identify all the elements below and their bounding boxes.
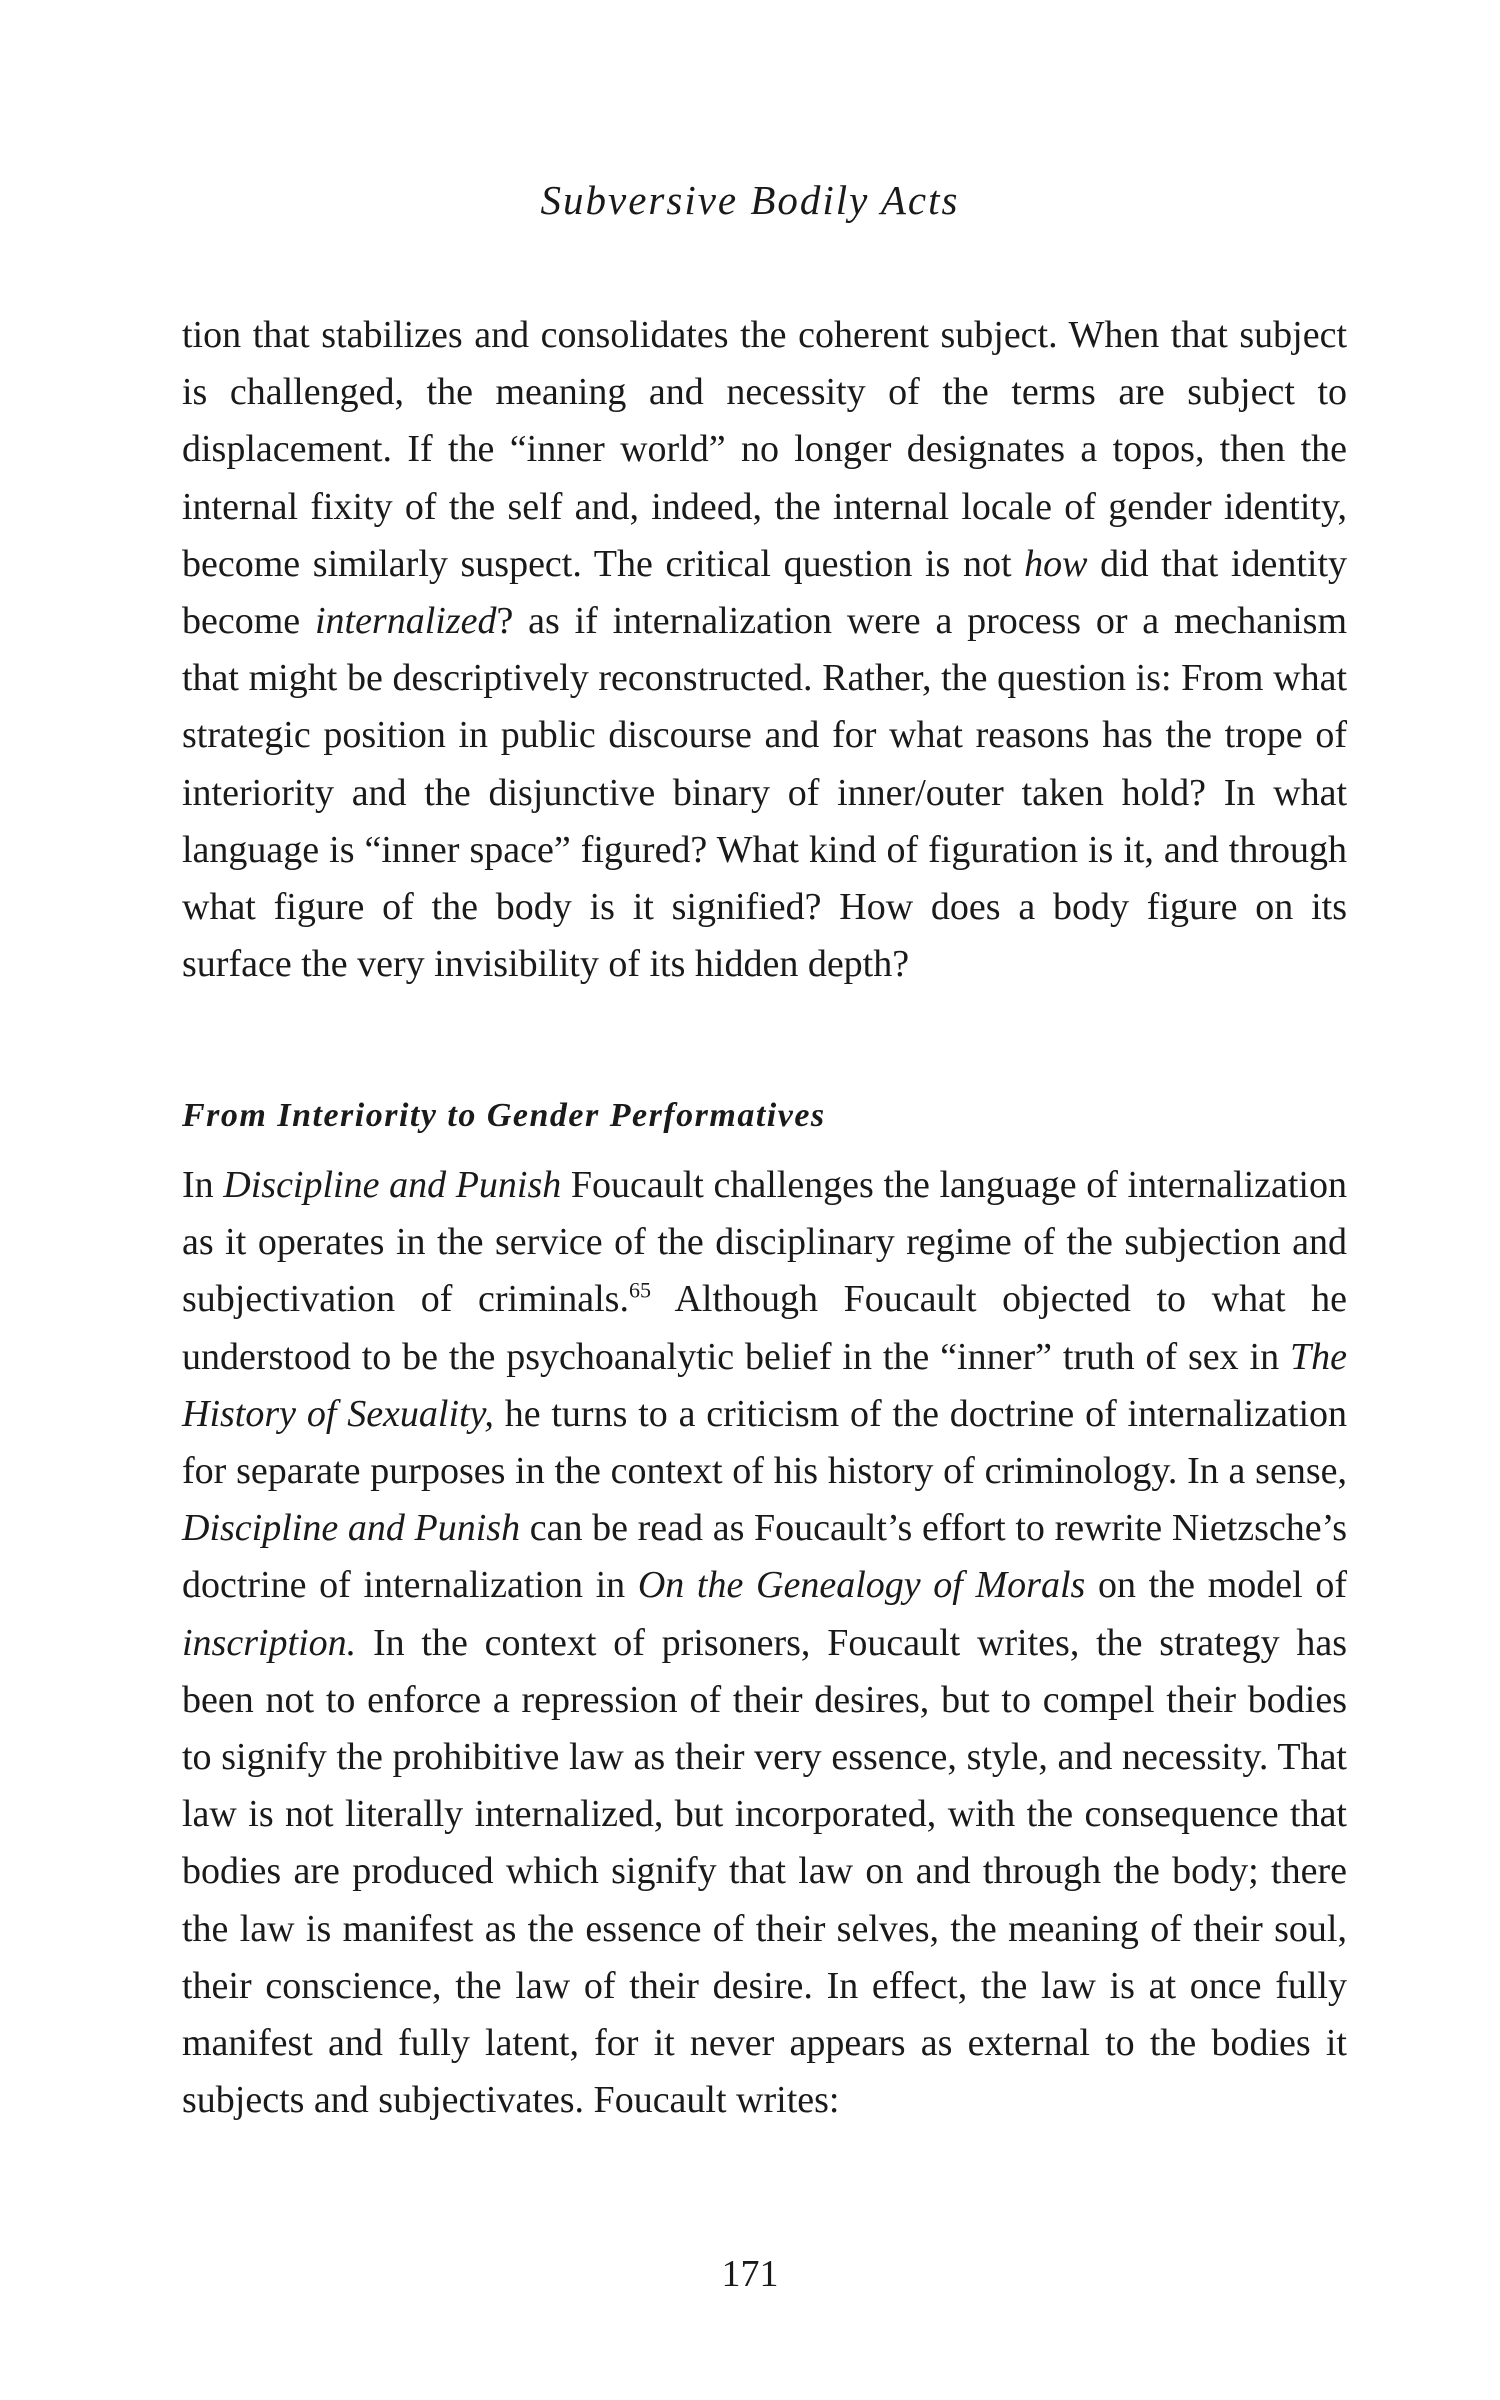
italic-word-inscription: inscription. xyxy=(182,1621,357,1664)
italic-word-how: how xyxy=(1024,542,1088,585)
text-run: Foucault challenges the language of internalization as it operates in the service of the disciplinary regime of the subjection and subjectivation of criminals. xyxy=(182,1164,1347,1321)
running-head: Subversive Bodily Acts xyxy=(540,177,960,223)
paragraph-text xyxy=(182,307,1347,993)
footnote-reference[interactable]: 65 xyxy=(628,1277,651,1303)
text-run: In xyxy=(182,1164,224,1206)
text-run: he turns to a criticism of the doctrine of internalization for separate purposes in the context of his history of criminology. In a sense, xyxy=(182,1392,1348,1493)
paragraph-text xyxy=(182,1157,1347,2129)
book-title-discipline-and-punish: Discipline and Punish xyxy=(223,1164,562,1206)
text-run: on the model of xyxy=(1085,1564,1348,1607)
text-run: did that identity become xyxy=(182,542,1347,643)
text-run: ? as if internalization were a process or a mechanism that might be descriptively reconstructed. Rather, the question is: From what strategic position in public discourse and for what reasons has the trope of interiority and the disjunctive binary of inner/outer taken hold? In what language is “inner space” figured? What kind of figuration is it, and through what figure of the body is it signified? How does a body figure on its surface the very invisibility of its hidden depth? xyxy=(182,600,1348,986)
text-run: tion that stabilizes and consolidates the coherent subject. When that subject is challenged, the meaning and necessity of the terms are subject to displacement. If the “inner world” no longer designates a topos, then the internal fixity of the self and, indeed, the internal locale of gender identity, become similarly suspect. The critical question is not xyxy=(182,314,1347,585)
text-run: Although Foucault objected to what he understood to be the psychoanalytic belief in the “inner” truth of sex in xyxy=(182,1278,1347,1378)
italic-word-internalized: internalized xyxy=(314,600,497,643)
text-run: In the context of prisoners, Foucault writes, the strategy has been not to enforce a repression of their desires, but to compel their bodies to signify the prohibitive law as their very essence, style, and necessity. That law is not literally internalized, but incorporated, with the consequence that bodies are produced which signify that law on and through the body; there the law is manifest as the essence of their selves, the meaning of their soul, their conscience, the law of their desire. In effect, the law is at once fully manifest and fully latent, for it never appears as external to the bodies it subjects and subjectivates. Foucault writes: xyxy=(182,1621,1347,2122)
section-heading: From Interiority to Gender Performatives xyxy=(182,1097,826,1134)
page-number: 171 xyxy=(721,2253,779,2295)
body-paragraph-2 xyxy=(182,1157,1347,2129)
text-run: can be read as Foucault’s effort to rewrite Nietzsche’s doctrine of internalization in xyxy=(182,1507,1347,1607)
book-title-discipline-and-punish: Discipline and Punish xyxy=(182,1507,521,1550)
body-paragraph-1 xyxy=(182,307,1347,993)
book-title-history-of-sexuality: The History of Sexuality, xyxy=(182,1335,1347,1435)
book-title-genealogy-of-morals: On the Genealogy of Morals xyxy=(637,1564,1086,1607)
